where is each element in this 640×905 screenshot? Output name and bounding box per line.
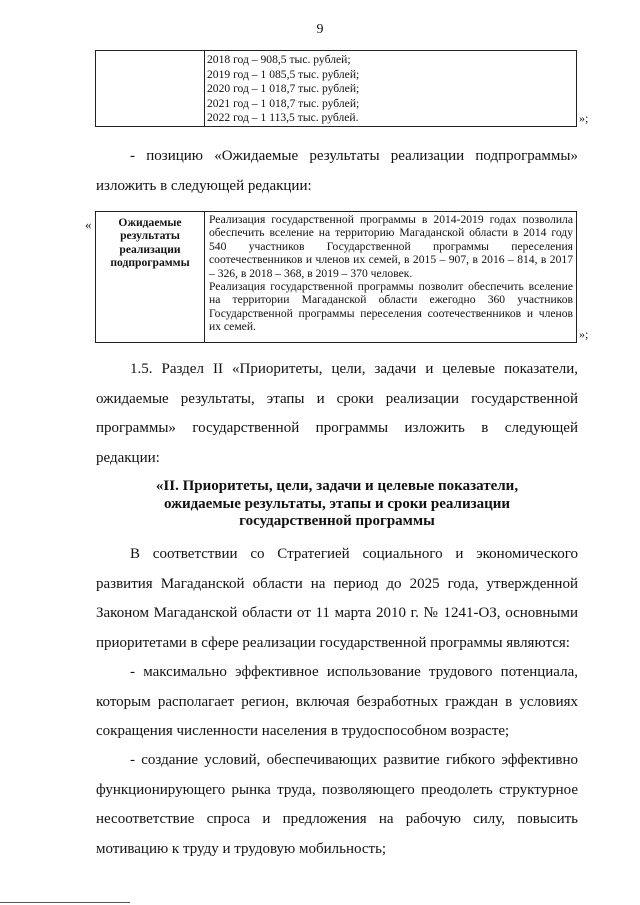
footer-rule <box>0 902 130 903</box>
budget-row: 2021 год – 1 018,7 тыс. рублей; <box>207 96 360 110</box>
results-table <box>95 211 577 343</box>
results-paragraph-2: Реализация государственной программы позволит обеспечить вселение на территории Магаданской области ежегодно 360 участников Государственной программы переселения соотечественников и членов их семей. <box>209 280 573 334</box>
table-column-divider <box>204 212 205 342</box>
budget-rows <box>207 53 359 126</box>
heading-line: «II. Приоритеты, цели, задачи и целевые показатели, <box>155 478 519 494</box>
instruction-paragraph: - позицию «Ожидаемые результаты реализации подпрограммы» изложить в следующей редакции: <box>96 148 578 194</box>
page-number: 9 <box>316 22 324 37</box>
heading-line: государственной программы <box>239 513 435 529</box>
body-paragraph: В соответствии со Стратегией социального и экономического развития Магаданской области на период до 2025 года, утвержденной Законом Магаданской области от 11 марта 2010 г. № 1241-ОЗ, основными приоритетами в сфере реализации государственной программы являются: <box>96 546 578 651</box>
budget-row: 2022 год – 1 113,5 тыс. рублей. <box>207 111 359 125</box>
table-column-divider <box>204 51 205 126</box>
heading-line: ожидаемые результаты, этапы и сроки реализации <box>163 495 511 512</box>
results-paragraph-1: Реализация государственной программы в 2014-2019 годах позволила обеспечить вселение на территорию Магаданской области в 2014 году 540 участников Государственной программы переселения соотечественников и членов их семей, в 2015 – 907, в 2016 – 814, в 2017 – 326, в 2018 – 368, в 2019 – 370 человек. <box>209 213 573 280</box>
results-table-opening-quote: « <box>85 217 92 232</box>
results-table-content <box>209 213 573 334</box>
budget-table <box>95 50 577 127</box>
budget-row: 2019 год – 1 085,5 тыс. рублей; <box>207 67 360 81</box>
body-paragraph: - создание условий, обеспечивающих развитие гибкого эффективно функционирующего рынка труда, позволяющего преодолеть структурное несоответствие спроса и предложения на рабочую силу, повысить мотивацию к труду и трудовую мобильность; <box>96 752 578 857</box>
results-table-closing-quote: »; <box>579 327 589 341</box>
results-table-label: Ожидаемые результаты реализации подпрограммы <box>110 216 190 270</box>
section-paragraph: 1.5. Раздел II «Приоритеты, цели, задачи и целевые показатели, ожидаемые результаты, этапы и сроки реализации государственной программы» государственной программы изложить в следующей редакции: <box>96 361 578 466</box>
budget-table-closing-quote: »; <box>579 111 589 125</box>
body-paragraph: - максимально эффективное использование трудового потенциала, которым располагает регион, включая безработных граждан в условиях сокращения численности населения в трудоспособном возрасте; <box>96 664 578 739</box>
budget-row: 2020 год – 1 018,7 тыс. рублей; <box>207 82 360 96</box>
section-heading <box>96 478 578 531</box>
budget-row: 2018 год – 908,5 тыс. рублей; <box>207 53 351 66</box>
